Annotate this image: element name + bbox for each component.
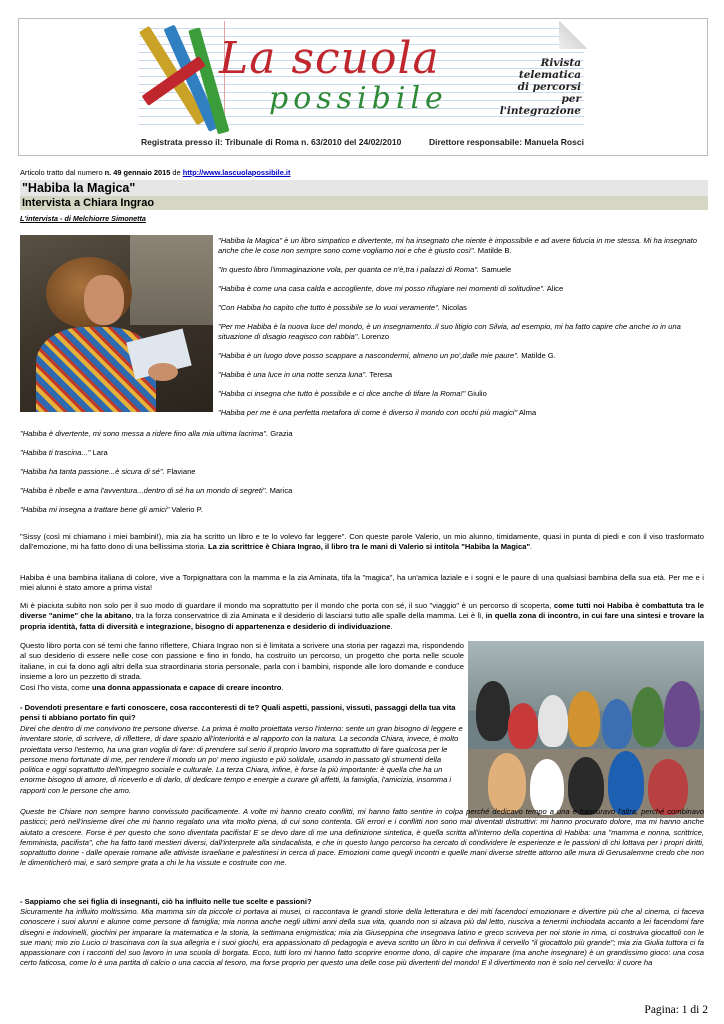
source-link[interactable]: http://www.lascuolapossibile.it bbox=[182, 168, 291, 177]
tagline: Rivista telematica di percorsi per l'integrazione bbox=[499, 57, 581, 117]
paragraph: Habiba è una bambina italiana di colore, vive a Torpignattara con la mamma e la zia Aminata, tifa la "magica", ha un'amica laziale e i sogni e le paure di una qualsiasi bambina della sua età. Per me e i miei alunni è stato amore a prima vista! bbox=[20, 573, 704, 593]
interview-question: - Dovendoti presentare e farti conoscere, cosa racconteresti di te? Quali aspetti, passioni, vissuti, passaggi della tua vita pensi ti abbiano portato fin qui? bbox=[20, 703, 456, 723]
byline: L'intervista - di Melchiorre Simonetta bbox=[20, 214, 146, 223]
interview-answer: Direi che dentro di me convivono tre persone diverse. La prima è molto proiettata verso l'interno: sente un gran bisogno di leggere e inventare storie, di scrivere, di riflettere, di dare spazio all'interiorità e al rapporto con la natura. La seconda Chiara, invece, è molto proiettata verso l'esterno, ha una gran voglia di fare: di prendere sul serio il proprio lavoro ma soprattutto di fare qualcosa per le persone meno fortunate di me, per rendere il mondo un po' meno ingiusto e più solidale, usando in passato gli strumenti della politica e oggi soprattutto dell'impegno sociale e culturale. La terza Chiara, infine, è forse la più importante: è quella che ha un enorme bisogno di amore, di riceverlo e di darlo, di dedicare tempo e energie a curare gli affetti, la famiglia, l'amicizia, insomma i rapporti con le persone che amo. bbox=[20, 724, 463, 795]
quote: "Con Habiba ho capito che tutto è possibile se lo vuoi veramente". Nicolas bbox=[218, 303, 467, 312]
masthead-banner bbox=[18, 18, 708, 156]
quote: "Habiba è divertente, mi sono messa a ridere fino alla mia ultima lacrima". Grazia bbox=[20, 429, 293, 438]
quote: "Habiba è un luogo dove posso scappare a nascondermi, almeno un po',dalle mie paure". Matilde G. bbox=[218, 351, 556, 360]
quote: "Habiba è ribelle e ama l'avventura...dentro di sé ha un mondo di segreti". Marica bbox=[20, 486, 293, 495]
author-photo bbox=[20, 235, 213, 412]
paragraph: Così l'ho vista, come una donna appassionata e capace di creare incontro. bbox=[20, 683, 284, 692]
quote: "Habiba ti trascina..." Lara bbox=[20, 448, 108, 457]
quote: "Habiba è come una casa calda e accogliente, dove mi posso rifugiare nei momenti di solitudine". Alice bbox=[218, 284, 564, 293]
article-subtitle: Intervista a Chiara Ingrao bbox=[20, 196, 708, 210]
quote: "Habiba ha tanta passione...è sicura di sé". Flaviane bbox=[20, 467, 196, 476]
quote: "Habiba la Magica" è un libro simpatico e divertente, mi ha insegnato che niente è impossibile e ad avere fiducia in me stessa. Mi ha insegnato anche che le cose non sempre sono come vogliamo noi e che è giusto così". Matilde B. bbox=[218, 236, 697, 255]
quote: "In questo libro l'immaginazione vola, per quanta ce n'è,tra i palazzi di Roma". Samuele bbox=[218, 265, 512, 274]
article-source: Articolo tratto dal numero n. 49 gennaio 2015 de http://www.lascuolapossibile.it bbox=[20, 168, 291, 177]
logo-subtitle: possibile bbox=[269, 81, 448, 116]
quote: "Habiba è una luce in una notte senza luna". Teresa bbox=[218, 370, 393, 379]
article-title: "Habiba la Magica" bbox=[20, 180, 708, 196]
paragraph: "Sissy (così mi chiamano i miei bambini!), mia zia ha scritto un libro e te lo volevo far leggere". Con queste parole Valerio, un mio alunno, timidamente, quasi in punta di piedi e con il viso trasformato dall'emozione, mi ha fatto dono di una bellissima storia. La zia scrittrice è Chiara Ingrao, il libro tra le mani di Valerio si intitola "Habiba la Magica". bbox=[20, 532, 704, 552]
interview-question: - Sappiamo che sei figlia di insegnanti, ciò ha influito nelle tue scelte e passioni? bbox=[20, 897, 312, 906]
registration-info: Registrata presso il: Tribunale di Roma n. 63/2010 del 24/02/2010 bbox=[141, 137, 402, 147]
quote: "Habiba mi insegna a trattare bene gli amici" Valerio P. bbox=[20, 505, 203, 514]
paragraph: Mi è piaciuta subito non solo per il suo modo di guardare il mondo ma soprattutto per il mondo che porta con sé, il suo "viaggio" è un percorso di scoperta, come tutti noi Habiba è combattuta tra le diverse "anime" che la abitano, tra la forza conservatrice di zia Aminata e il desiderio di lasciarsi tutto alle spalle della mamma. Lei è lì, in quella zona di incontro, in cui fare una sintesi e trovare la propria identità, fatta di diversità e integrazione, bisogno di appartenenza e desiderio di individuazione. bbox=[20, 601, 704, 631]
paragraph: Questo libro porta con sé temi che fanno riflettere, Chiara Ingrao non si è limitata a scrivere una storia per ragazzi ma, rispondendo al suo desiderio di essere nelle cose con passione e fino in fondo, ha costruito un percorso, un progetto che porta nelle scuole italiane, in cui fa dono agli altri della sua straordinaria storia personale, parla con i bambini, risponde alle loro domande e conduce insieme a loro un pezzetto di strada. bbox=[20, 641, 464, 682]
interview-answer: Sicuramente ha influito moltissimo. Mia mamma sin da piccole ci portava ai musei, ci raccontava le grandi storie della letteratura e dei miti facendoci emozionare e divertire più che al cinema, ci faceva conoscere i suoi alunni e alunne come persone di famiglia; mia nonna anche negli ultimi anni della sua vita, quando non si alzava più dal letto, riusciva a tenermi inchiodata accanto a lei facendomi fare disegni e indovinelli, giochini per imparare la matematica e la storia, la settimana enigmistica; mia zia Giuseppina che insegnava latino e greco scriveva per noi storie in rima, ci costruiva giocattoli con le sue mani; mio zio Lucio ci trascinava con la sua allegria e i suoi giochi, era appassionato di pedagogia e aveva scritto un libro in cui definiva il cervello "il giocattolo più grande"; mia zia Giulia tuttora ci fa appassionare con i racconti del suo lavoro in una scuola di borgata. Ecco, tutti loro mi hanno fatto scoprire enorme dono, di capire che imparare (ma anche insegnare) è un grandissimo gioco: una cosa certo faticosa, come lo è una partita di calcio o una caccia al tesoro, ma forse proprio per questo una delle cose più divertenti del mondo! E il divertimento non è solo nel cervello: il cuore ha bbox=[20, 907, 704, 968]
quote: "Habiba per me è una perfetta metafora di come è diverso il mondo con occhi più magici" Alma bbox=[218, 408, 537, 417]
classroom-photo bbox=[468, 641, 704, 818]
page-number: Pagina: 1 di 2 bbox=[644, 1004, 708, 1016]
logo-title: La scuola bbox=[219, 33, 440, 84]
quote: "Per me Habiba è la nuova luce del mondo, è un insegnamento..il suo litigio con Silvia, ad esempio, mi ha fatto capire che anche io in una situazione di disagio reagisco con rabbia". Lorenzo bbox=[218, 322, 681, 341]
quote: "Habiba ci insegna che tutto è possibile e ci dice anche di tifare la Roma!" Giulio bbox=[218, 389, 487, 398]
page-curl bbox=[559, 21, 587, 49]
interview-answer: Queste tre Chiare non sempre hanno convissuto pacificamente. A volte mi hanno creato conflitti, mi hanno fatto sentire in colpa perché dedicavo tempo a una e trascuravo l'altra, perché combinavo pasticci; però nell'insieme direi che mi hanno regalato una vita molto piena, di cui sono contenta. Gli errori e i conflitti non sono mai diventati distruttivi: mi hanno procurato dolore, ma mi hanno anche aiutato a crescere. Forse è per questo che sono diventata pacifista! E se devo dare di me una definizione sintetica, è quella scritta all'interno della copertina di Habiba: una "mamma e nonna, scrittrice, femminista, pacifista", che ha fatto tanti mestieri diversi, dall'interprete alla sindacalista, e che in questo lungo percorso ha cercato di condividere le esperienze e le passioni di chi lottava per i propri diritti, soprattutto donne - dalle operaie romane alle attiviste israeliane e palestinesi in cerca di pace. Emozioni come quegli incontri e quelle mani diverse strette attorno alle mura di Gerusalemme credo che non le dimenticherò mai, e sarò sempre grata a chi le ha vissute e costruite con me. bbox=[20, 807, 704, 868]
director-info: Direttore responsabile: Manuela Rosci bbox=[429, 137, 584, 147]
